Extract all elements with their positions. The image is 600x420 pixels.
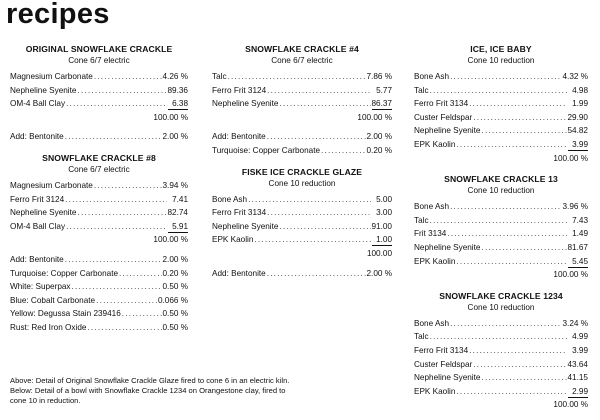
dot-leader xyxy=(469,344,567,358)
recipe-title: SNOWFLAKE CRACKLE 1234 xyxy=(439,290,563,301)
ingredient-amount: 3.24 % xyxy=(562,318,588,328)
dot-leader xyxy=(96,294,157,308)
page-title: recipes xyxy=(6,0,110,30)
ingredient-name: Bone Ash xyxy=(414,72,450,81)
ingredient-row xyxy=(212,233,392,247)
ingredient-name: Blue: Cobalt Carbonate xyxy=(10,295,96,305)
recipe-column-2 xyxy=(212,43,392,288)
recipe-block xyxy=(414,173,588,282)
recipe-block xyxy=(414,43,588,165)
recipe-cone: Cone 10 reduction xyxy=(467,56,535,65)
ingredient-amount: 5.91 xyxy=(168,221,188,233)
recipe-title: ORIGINAL SNOWFLAKE CRACKLE xyxy=(25,44,173,54)
recipe-total: 100.00 % xyxy=(553,270,588,280)
recipe-cone: Cone 6/7 electric xyxy=(68,56,130,65)
ingredient-name: Custer Feldspar xyxy=(414,112,473,122)
dot-leader xyxy=(473,358,566,372)
recipe-title: SNOWFLAKE CRACKLE 13 xyxy=(444,174,558,185)
ingredient-name: Nepheline Syenite xyxy=(414,242,481,252)
ingredient-name: OM-4 Ball Clay xyxy=(10,99,66,109)
ingredient-amount: 1.00 xyxy=(372,234,392,246)
recipe-column-1 xyxy=(10,43,188,343)
ingredient-amount: 0.066 % xyxy=(157,295,188,305)
ingredient-row xyxy=(414,124,588,138)
ingredient-amount: 29.90 xyxy=(567,112,588,122)
recipe-cone: Cone 6/7 electric xyxy=(271,56,333,65)
ingredient-name: Magnesium Carbonate xyxy=(10,180,93,190)
ingredient-row xyxy=(414,138,588,152)
dot-leader xyxy=(456,138,567,152)
addition-row xyxy=(10,253,188,267)
ingredient-amount: 7.41 xyxy=(172,194,188,204)
recipe-title: ICE, ICE BABY xyxy=(470,44,532,54)
ingredient-name: Ferro Frit 3134 xyxy=(414,345,469,355)
ingredient-amount: 2.99 xyxy=(568,386,588,398)
ingredient-name: Ferro Frit 3134 xyxy=(212,208,267,218)
dot-leader xyxy=(119,267,161,281)
ingredient-amount: 3.94 % xyxy=(162,180,188,190)
ingredient-amount: 0.50 % xyxy=(162,282,188,292)
dot-leader xyxy=(481,371,566,385)
ingredient-name: Talc xyxy=(212,72,227,81)
ingredient-name: Turquoise: Copper Carbonate xyxy=(10,268,119,278)
recipe-title: FISKE ICE CRACKLE GLAZE xyxy=(241,166,363,177)
ingredient-amount: 4.99 xyxy=(572,332,588,342)
ingredient-row xyxy=(414,111,588,125)
ingredient-row xyxy=(414,214,588,228)
recipe-total-row xyxy=(10,233,188,247)
recipe-title: SNOWFLAKE CRACKLE #8 xyxy=(42,152,156,163)
addition-row xyxy=(10,294,188,308)
ingredient-name: Nepheline Syenite xyxy=(10,208,77,218)
addition-row xyxy=(212,144,392,158)
dot-leader xyxy=(77,84,166,98)
recipe-block xyxy=(10,152,188,335)
ingredient-name: Frit 3134 xyxy=(414,229,447,239)
dot-leader xyxy=(267,206,371,220)
ingredient-row xyxy=(414,255,588,269)
ingredient-row xyxy=(212,84,392,98)
ingredient-name: Nepheline Syenite xyxy=(414,373,481,383)
dot-leader xyxy=(430,84,567,98)
ingredient-name: Magnesium Carbonate xyxy=(10,72,93,81)
recipe-total: 100.00 % xyxy=(553,400,588,410)
ingredient-row xyxy=(414,200,588,214)
ingredient-name: Nepheline Syenite xyxy=(212,221,279,231)
ingredient-name: Bone Ash xyxy=(212,194,248,204)
ingredient-amount: 0.50 % xyxy=(162,322,188,332)
ingredient-amount: 4.32 % xyxy=(562,72,588,81)
dot-leader xyxy=(248,193,371,207)
dot-leader xyxy=(254,233,371,247)
ingredient-row xyxy=(414,241,588,255)
dot-leader xyxy=(65,193,167,207)
recipe-block xyxy=(414,290,588,412)
ingredient-row xyxy=(10,179,188,193)
addition-row xyxy=(10,321,188,335)
dot-leader xyxy=(65,130,162,144)
dot-leader xyxy=(267,84,371,98)
ingredient-name: Yellow: Degussa Stain 239416 xyxy=(10,309,121,319)
ingredient-row xyxy=(414,70,588,84)
ingredient-row xyxy=(212,193,392,207)
addition-row xyxy=(212,267,392,281)
ingredient-name: Rust: Red Iron Oxide xyxy=(10,322,87,332)
ingredient-amount: 0.20 % xyxy=(366,145,392,155)
dot-leader xyxy=(450,70,561,84)
ingredient-amount: 4.98 xyxy=(572,85,588,95)
ingredient-name: Talc xyxy=(414,332,429,342)
ingredient-amount: 5.77 xyxy=(376,85,392,95)
ingredient-row xyxy=(414,227,588,241)
ingredient-row xyxy=(414,330,588,344)
dot-leader xyxy=(94,179,162,193)
ingredient-name: Talc xyxy=(414,215,429,225)
dot-leader xyxy=(430,330,567,344)
ingredient-row xyxy=(414,358,588,372)
ingredient-name: White: Superpax xyxy=(10,282,71,292)
recipe-total-row xyxy=(212,111,392,125)
recipe-block xyxy=(212,43,392,158)
ingredient-name: Talc xyxy=(414,85,429,95)
dot-leader xyxy=(72,280,162,294)
ingredient-row xyxy=(414,97,588,111)
dot-leader xyxy=(66,220,167,234)
ingredient-amount: 3.99 xyxy=(572,345,588,355)
ingredient-amount: 6.38 xyxy=(168,98,188,110)
ingredient-amount: 41.15 xyxy=(567,373,588,383)
ingredient-amount: 4.26 % xyxy=(162,72,188,81)
ingredient-amount: 0.50 % xyxy=(162,309,188,319)
ingredient-name: Add: Bentonite xyxy=(212,268,266,278)
dot-leader xyxy=(65,253,162,267)
ingredient-row xyxy=(212,206,392,220)
ingredient-name: EPK Kaolin xyxy=(212,235,254,245)
ingredient-row xyxy=(10,193,188,207)
addition-row xyxy=(10,267,188,281)
dot-leader xyxy=(279,220,370,234)
ingredient-name: Add: Bentonite xyxy=(10,254,64,264)
dot-leader xyxy=(450,317,561,331)
dot-leader xyxy=(66,97,167,111)
recipe-cone: Cone 10 reduction xyxy=(467,186,535,196)
ingredient-row xyxy=(414,317,588,331)
ingredient-name: EPK Kaolin xyxy=(414,256,456,266)
addition-row xyxy=(10,130,188,144)
dot-leader xyxy=(450,200,561,214)
recipe-cone: Cone 10 reduction xyxy=(268,178,336,188)
ingredient-name: Bone Ash xyxy=(414,318,450,328)
ingredient-row xyxy=(10,97,188,111)
recipe-cone: Cone 6/7 electric xyxy=(68,164,130,174)
ingredient-row xyxy=(414,344,588,358)
dot-leader xyxy=(77,206,166,220)
dot-leader xyxy=(481,124,566,138)
dot-leader xyxy=(267,267,366,281)
recipe-total-row xyxy=(414,398,588,412)
ingredient-amount: 2.00 % xyxy=(366,132,392,142)
recipe-total: 100.00 % xyxy=(153,112,188,122)
ingredient-name: Turquoise: Copper Carbonate xyxy=(212,145,321,155)
dot-leader xyxy=(456,255,567,269)
recipe-cone: Cone 10 reduction xyxy=(467,302,535,312)
recipe-total-row xyxy=(10,111,188,125)
recipe-total: 100.00 % xyxy=(357,112,392,122)
photo-caption xyxy=(10,376,410,405)
ingredient-amount: 43.64 xyxy=(567,359,588,369)
ingredient-amount: 81.67 xyxy=(567,242,588,252)
dot-leader xyxy=(447,227,567,241)
ingredient-amount: 0.20 % xyxy=(162,268,188,278)
ingredient-amount: 7.43 xyxy=(572,215,588,225)
addition-row xyxy=(10,280,188,294)
ingredient-name: Bone Ash xyxy=(414,202,450,212)
ingredient-name: EPK Kaolin xyxy=(414,386,456,396)
ingredient-name: Nepheline Syenite xyxy=(10,85,77,95)
ingredient-row xyxy=(212,97,392,111)
recipe-column-3 xyxy=(414,43,588,420)
dot-leader xyxy=(279,97,370,111)
dot-leader xyxy=(456,385,567,399)
dot-leader xyxy=(94,70,162,84)
ingredient-amount: 86.37 xyxy=(371,99,392,109)
ingredient-name: Add: Bentonite xyxy=(10,132,64,142)
ingredient-amount: 3.00 xyxy=(376,208,392,218)
recipe-block xyxy=(10,43,188,144)
recipe-total: 100.00 % xyxy=(553,153,588,163)
dot-leader xyxy=(228,70,366,84)
caption-line: Above: Detail of Original Snowflake Crackle Glaze fired to cone 6 in an electric kiln. xyxy=(10,376,290,385)
ingredient-amount: 1.99 xyxy=(572,99,588,109)
ingredient-name: Ferro Frit 3124 xyxy=(212,85,267,95)
ingredient-row xyxy=(10,206,188,220)
ingredient-name: Ferro Frit 3134 xyxy=(414,99,469,109)
ingredient-amount: 1.49 xyxy=(572,229,588,239)
ingredient-amount: 5.45 xyxy=(568,256,588,268)
recipe-total: 100.00 % xyxy=(153,235,188,245)
ingredient-name: EPK Kaolin xyxy=(414,139,456,149)
ingredient-row xyxy=(212,220,392,234)
dot-leader xyxy=(481,241,566,255)
recipe-title: SNOWFLAKE CRACKLE #4 xyxy=(245,44,359,54)
ingredient-amount: 5.00 xyxy=(376,194,392,204)
dot-leader xyxy=(87,321,161,335)
dot-leader xyxy=(473,111,566,125)
ingredient-name: Nepheline Syenite xyxy=(414,126,481,136)
dot-leader xyxy=(430,214,567,228)
addition-row xyxy=(212,130,392,144)
ingredient-amount: 2.00 % xyxy=(366,268,392,278)
ingredient-row xyxy=(212,70,392,84)
ingredient-row xyxy=(414,371,588,385)
ingredient-name: Add: Bentonite xyxy=(212,132,266,142)
ingredient-row xyxy=(10,84,188,98)
dot-leader xyxy=(267,130,366,144)
ingredient-amount: 89.36 xyxy=(167,85,188,95)
ingredient-row xyxy=(10,70,188,84)
ingredient-amount: 91.00 xyxy=(371,221,392,231)
ingredient-amount: 54.82 xyxy=(567,126,588,136)
dot-leader xyxy=(321,144,365,158)
caption-line: cone 10 in reduction. xyxy=(10,395,81,405)
caption-line: Below: Detail of a bowl with Snowflake Crackle 1234 on Orangestone clay, fired to xyxy=(10,385,286,395)
ingredient-row xyxy=(414,84,588,98)
ingredient-name: Ferro Frit 3124 xyxy=(10,194,65,204)
ingredient-row xyxy=(10,220,188,234)
addition-row xyxy=(10,307,188,321)
dot-leader xyxy=(122,307,162,321)
ingredient-row xyxy=(414,385,588,399)
ingredient-amount: 7.86 % xyxy=(366,72,392,81)
ingredient-amount: 2.00 % xyxy=(162,132,188,142)
recipe-block xyxy=(212,166,392,281)
ingredient-name: OM-4 Ball Clay xyxy=(10,221,66,231)
recipe-total: 100.00 xyxy=(366,248,392,258)
ingredient-amount: 3.99 xyxy=(568,139,588,151)
ingredient-amount: 82.74 xyxy=(167,208,188,218)
recipe-total-row xyxy=(414,268,588,282)
ingredient-name: Custer Feldspar xyxy=(414,359,473,369)
recipe-total-row xyxy=(212,247,392,261)
ingredient-amount: 2.00 % xyxy=(162,254,188,264)
recipe-total-row xyxy=(414,152,588,166)
ingredient-amount: 3.96 % xyxy=(562,202,588,212)
dot-leader xyxy=(469,97,567,111)
ingredient-name: Nepheline Syenite xyxy=(212,99,279,109)
